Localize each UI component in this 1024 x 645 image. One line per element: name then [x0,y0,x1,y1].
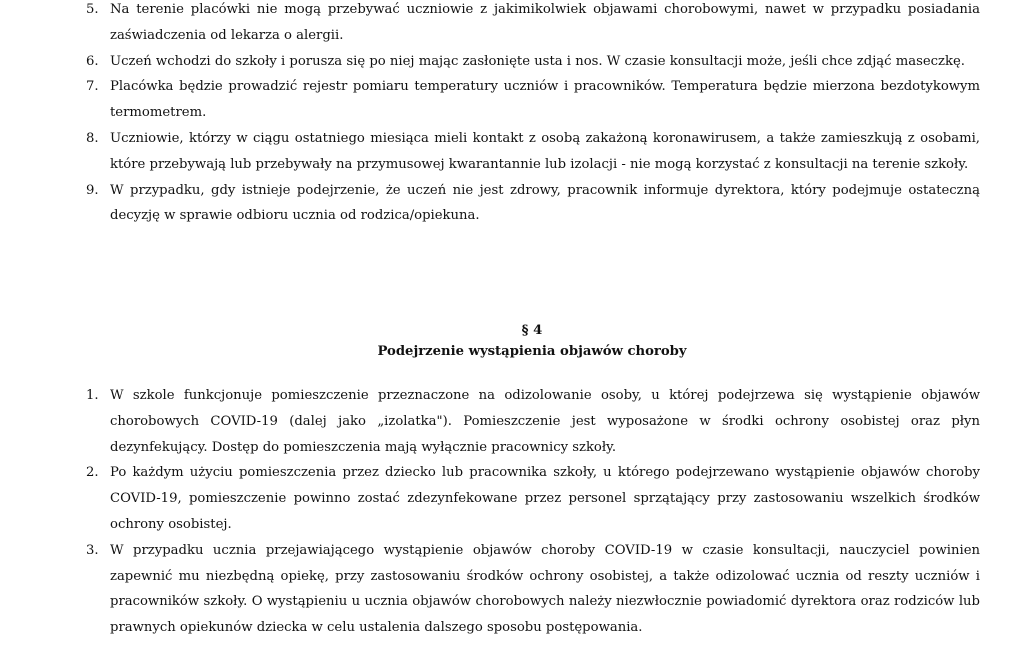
list-item-number: 5. [86,2,99,17]
list-item-text: Placówka będzie prowadzić rejestr pomiaru temperatury uczniów i pracowników. Temperatura będzie mierzona bezdotykowym termometrem. [110,79,980,121]
section-number: § 4 [521,323,543,338]
list-item-number: 2. [86,465,99,481]
list-item [86,49,980,75]
list-item-number: 9. [86,182,99,198]
list-item-text: Po każdym użyciu pomieszczenia przez dziecko lub pracownika szkoły, u którego podejrzewano wystąpienie objawów choroby COVID-19, pomieszczenie powinno zostać zdezynfekowane przez personel sprzątający przy zastosowaniu wszelkich środków ochrony osobistej. [110,465,980,532]
list-item-text: W szkole funkcjonuje pomieszczenie przeznaczone na odizolowanie osoby, u której podejrzewa się wystąpienie objawów chorobowych COVID-19 (dalej jako „izolatka"). Pomieszczenie jest wyposażone w środki ochrony osobistej oraz płyn dezynfekujący. Dostęp do pomieszczenia mają wyłącznie pracownicy szkoły. [110,388,980,455]
list-item [86,178,980,230]
symptoms-procedure-list [86,383,980,641]
list-item [86,126,980,178]
list-item [86,538,980,641]
list-item-number: 8. [86,130,99,146]
list-item-number: 3. [86,542,99,558]
list-item [86,0,980,49]
list-item-text: Uczniowie, którzy w ciągu ostatniego miesiąca mieli kontakt z osobą zakażoną koronawirusem, a także zamieszkują z osobami, które przebywają lub przebywały na przymusowej kwarantannie lub izolacji - nie mogą korzystać z konsultacji na terenie szkoły. [110,130,980,172]
list-item-number: 1. [86,388,99,403]
section-title: Podejrzenie wystąpienia objawów choroby [377,344,687,359]
list-item-number: 7. [86,79,99,95]
list-item-text: W przypadku, gdy istnieje podejrzenie, że uczeń nie jest zdrowy, pracownik informuje dyrektora, który podejmuje ostateczną decyzję w sprawie odbioru ucznia od rodzica/opiekuna. [110,182,980,224]
list-item-text: W przypadku ucznia przejawiającego wystąpienie objawów choroby COVID-19 w czasie konsultacji, nauczyciel powinien zapewnić mu niezbędną opiekę, przy zastosowaniu środków ochrony osobistej, a także odizolować ucznia od reszty uczniów i pracowników szkoły. O wystąpieniu u ucznia objawów chorobowych należy niezwłocznie powiadomić dyrektora oraz rodziców lub prawnych opiekunów dziecka w celu ustalenia dalszego sposobu postępowania. [110,542,980,636]
rules-list-continued [86,0,980,229]
list-item-text: Na terenie placówki nie mogą przebywać uczniowie z jakimikolwiek objawami chorobowymi, nawet w przypadku posiadania zaświadczenia od lekarza o alergii. [110,2,980,43]
list-item-number: 6. [86,53,99,69]
list-item [86,74,980,126]
list-item [86,383,980,460]
list-item-text: Uczeń wchodzi do szkoły i porusza się po niej mając zasłonięte usta i nos. W czasie konsultacji może, jeśli chce zdjąć maseczkę. [110,53,965,69]
list-item [86,460,980,537]
